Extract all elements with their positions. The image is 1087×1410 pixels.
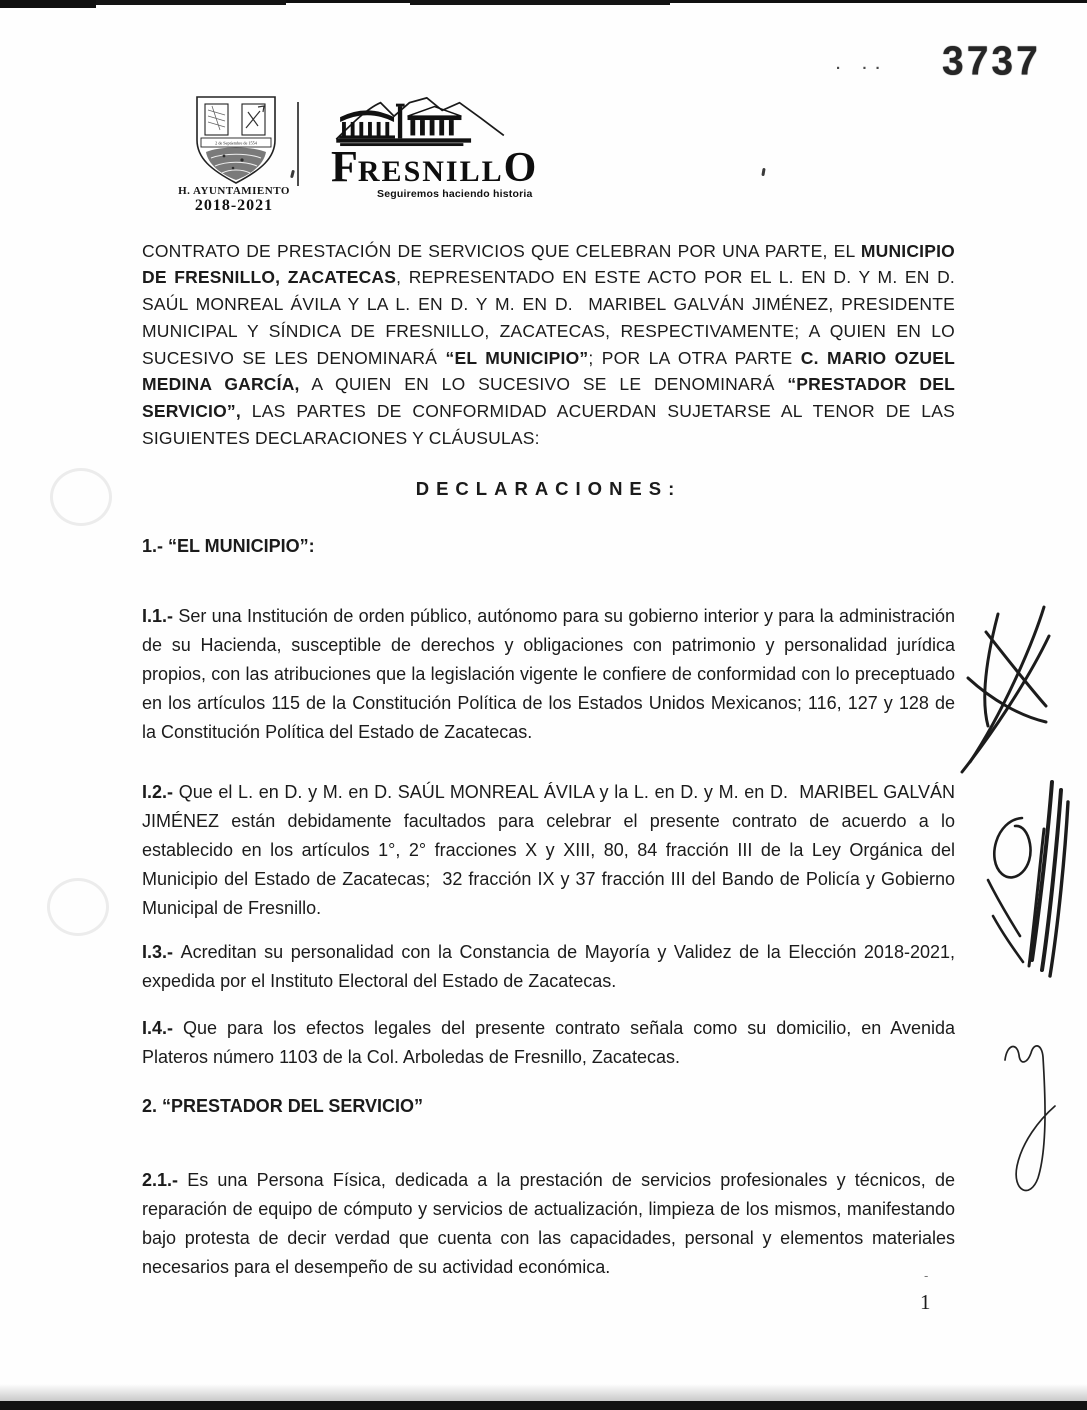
temple-pediment xyxy=(408,107,462,117)
scan-bottom-edge xyxy=(0,1401,1087,1410)
hole-punch-mark-bottom xyxy=(47,878,109,936)
shield-banner-text: 2 de Septiembre de 1554 xyxy=(215,140,257,146)
monument-column xyxy=(398,107,402,139)
wordmark-initial: F xyxy=(331,142,358,191)
shield-years: 2018-2021 xyxy=(194,197,274,214)
ink-speck xyxy=(290,170,295,178)
signature-scribble-3 xyxy=(997,1028,1065,1213)
section-2-heading: 2. “PRESTADOR DEL SERVICIO” xyxy=(142,1096,424,1116)
clause-i2: I.2.- Que el L. en D. y M. en D. SAÚL MONREAL ÁVILA y la L. en D. y M. en D. MARIBEL GALVÁN JIMÉNEZ están debidamente facultados para celebrar el presente contrato de acuerdo a lo establecido en los artículos 1°, 2° fracciones X y XIII, 80, 84 fracción III de la Ley Orgánica del Municipio del Estado de Zacatecas; 32 fracción IX y 37 fracción III del Bando de Policía y Gobierno Municipal de Fresnillo. xyxy=(142,782,961,918)
signature-scribble-1 xyxy=(956,604,1061,789)
clause-i1: I.1.- Ser una Institución de orden público, autónomo para su gobierno interior y para la administración de su Hacienda, susceptible de derechos y obligaciones con patrimonio y personalidad jurídica propios, con las atribuciones que la legislación vigente le confiere de conformidad con lo preceptuado en los artículos 115 de la Constitución Política de los Estados Unidos Mexicanos; 116, 127 y 128 de la Constitución Política del Estado de Zacatecas. xyxy=(142,606,961,742)
ink-speck xyxy=(761,168,765,176)
section-1-heading: 1.- “EL MUNICIPIO”: xyxy=(142,536,315,556)
scan-bottom-shadow xyxy=(0,1384,1087,1402)
declarations-heading: DECLARACIONES: xyxy=(415,478,682,499)
shield-caption: H. AYUNTAMIENTO xyxy=(178,185,290,197)
clause-i4: I.4.- Que para los efectos legales del presente contrato señala como su domicilio, en Avenida Plateros número 1103 de la Col. Arboledas de Fresnillo, Zacatecas. xyxy=(142,1018,960,1067)
scan-top-edge-blob xyxy=(0,0,96,8)
hole-punch-mark-top xyxy=(50,468,112,526)
opening-paragraph: CONTRATO DE PRESTACIÓN DE SERVICIOS QUE CELEBRAN POR UNA PARTE, EL MUNICIPIO DE FRESNILLO, ZACATECAS, REPRESENTADO EN ESTE ACTO POR EL L. EN D. Y M. EN D. SAÚL MONREAL ÁVILA Y LA L. EN D. Y M. EN D. MARIBEL GALVÁN JIMÉNEZ, PRESIDENTE MUNICIPAL Y SÍNDICA DE FRESNILLO, ZACATECAS, RESPECTIVAMENTE; A QUIEN EN LO SUCESIVO SE LES DENOMINARÁ “EL MUNICIPIO”; POR LA OTRA PARTE C. MARIO OZUEL MEDINA GARCÍA, A QUIEN EN LO SUCESIVO SE LE DENOMINARÁ “PRESTADOR DEL SERVICIO”, LAS PARTES DE CONFORMIDAD ACUERDAN SUJETARSE AL TENOR DE LAS SIGUIENTES DECLARACIONES Y CLÁUSULAS: xyxy=(142,240,961,449)
municipal-shield-icon xyxy=(191,94,281,186)
arcade-roof xyxy=(340,110,394,122)
folio-stamp-number: 3737 xyxy=(942,39,1041,84)
fresnillo-building-icon xyxy=(331,95,511,147)
stamp-faint-marks: . .. xyxy=(836,56,889,73)
signature-scribble-2 xyxy=(980,774,1080,989)
brand-tagline: Seguiremos haciendo historia xyxy=(377,188,533,200)
page-number: 1 xyxy=(920,1290,931,1314)
scan-top-edge-segment xyxy=(96,0,286,5)
clause-i3: I.3.- Acreditan su personalidad con la Constancia de Mayoría y Validez de la Elección 2018-2021, expedida por el Instituto Electoral del Estado de Zacatecas. xyxy=(142,942,961,991)
fresnillo-wordmark: F RESNILL O xyxy=(331,142,537,191)
scan-top-edge-segment-2 xyxy=(410,0,670,5)
footer-stray-mark: - xyxy=(924,1268,929,1283)
clause-2-1: 2.1.- Es una Persona Física, dedicada a la prestación de servicios profesionales y técnicos, de reparación de equipo de cómputo y servicios de actualización, limpieza de los mismos, manifestando bajo protesta de decir verdad que cuenta con las capacidades, personal y elementos materiales necesarios para el desempeño de su actividad económica. xyxy=(142,1170,961,1277)
logo-divider-line xyxy=(297,102,299,186)
